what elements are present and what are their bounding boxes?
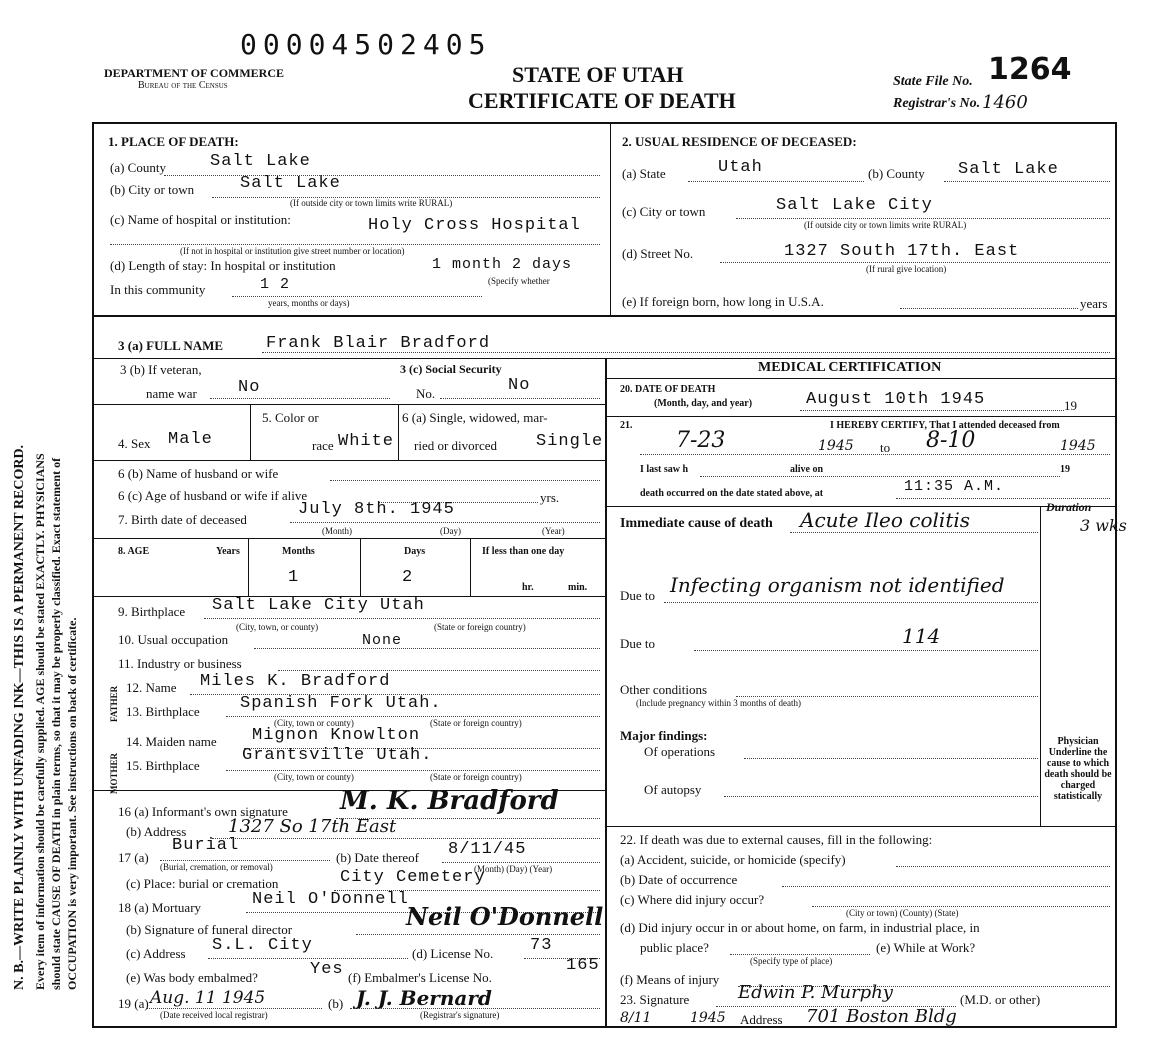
embalmed-label: (e) Was body embalmed? bbox=[126, 970, 258, 985]
res-city-note: (If outside city or town limits write RURAL) bbox=[804, 220, 967, 230]
fill-line bbox=[208, 958, 408, 959]
due2-label: Due to bbox=[620, 636, 656, 651]
city-value: Salt Lake bbox=[240, 174, 341, 193]
home-label: (d) Did injury occur in or about home, on farm, in industrial place, in bbox=[620, 920, 980, 935]
year-label: (Year) bbox=[542, 526, 565, 536]
age-days-col: Days bbox=[404, 546, 426, 557]
month-label: (Month) bbox=[322, 526, 352, 536]
marital-value: Single bbox=[536, 432, 604, 451]
birthplace-value: Salt Lake City Utah bbox=[212, 596, 425, 615]
specify-place-note: (Specify type of place) bbox=[750, 956, 833, 966]
fullname-label: 3 (a) FULL NAME bbox=[118, 338, 224, 353]
other-conditions-label: Other conditions bbox=[620, 682, 708, 697]
fill-line bbox=[226, 770, 600, 771]
dod-value: August 10th 1945 bbox=[806, 390, 986, 409]
director-sig-label: (b) Signature of funeral director bbox=[126, 922, 293, 937]
fill-line bbox=[730, 954, 870, 955]
industry-label: 11. Industry or business bbox=[118, 656, 242, 671]
fill-line bbox=[800, 410, 1064, 411]
fill-line bbox=[278, 670, 600, 671]
major-findings-label: Major findings: bbox=[620, 728, 708, 743]
state-file-label: State File No. bbox=[893, 74, 973, 89]
res-state-label: (a) State bbox=[622, 166, 666, 181]
state-file-no: 1264 bbox=[988, 52, 1072, 87]
fill-line bbox=[900, 308, 1078, 309]
side-note-2: Every item of information should be carefully supplied. AGE should be stated EXACTLY. PHYSICIANS bbox=[33, 453, 47, 990]
birthdate-value: July 8th. 1945 bbox=[298, 500, 455, 519]
death-time: 11:35 A.M. bbox=[904, 478, 1005, 495]
divider bbox=[605, 416, 1117, 417]
informant-addr-value: 1327 So 17th East bbox=[228, 816, 397, 837]
mother-name-value: Mignon Knowlton bbox=[252, 726, 421, 745]
mortuary-label: 18 (a) Mortuary bbox=[118, 900, 202, 915]
embalmed-value: Yes bbox=[310, 960, 344, 979]
registrar-label: Registrar's No. bbox=[893, 96, 981, 111]
divider bbox=[605, 826, 1117, 827]
mother-bp-label: 15. Birthplace bbox=[126, 758, 200, 773]
attended-from: 7-23 bbox=[676, 428, 726, 453]
sex-label: 4. Sex bbox=[118, 436, 151, 451]
ss-value: No bbox=[508, 376, 531, 395]
fill-line bbox=[164, 175, 600, 176]
father-side-label: FATHER bbox=[109, 685, 119, 722]
director-signature: Neil O'Donnell bbox=[406, 902, 604, 931]
fill-line bbox=[350, 1008, 600, 1009]
father-bp-label: 13. Birthplace bbox=[126, 704, 200, 719]
medical-heading: MEDICAL CERTIFICATION bbox=[758, 360, 942, 375]
public-place-label: public place? bbox=[640, 940, 709, 955]
mortuary-address-value: S.L. City bbox=[212, 936, 313, 955]
top-number: 00004502405 bbox=[240, 28, 492, 61]
registrar-sig-label: (b) bbox=[328, 996, 344, 1011]
fill-line bbox=[790, 532, 1038, 533]
war-label: name war bbox=[146, 386, 197, 401]
res-county-label: (b) County bbox=[868, 166, 925, 181]
specify-note: (Specify whether bbox=[488, 276, 550, 286]
hospital-value: Holy Cross Hospital bbox=[368, 216, 581, 235]
fill-line bbox=[812, 906, 1110, 907]
fill-line bbox=[664, 602, 1038, 603]
birthdate-label: 7. Birth date of deceased bbox=[118, 512, 247, 527]
veteran-label: 3 (b) If veteran, bbox=[120, 362, 202, 377]
stay-value: 1 month 2 days bbox=[432, 256, 573, 273]
fill-line bbox=[160, 860, 330, 861]
divider bbox=[250, 404, 251, 460]
cert-address-value: 701 Boston Bldg bbox=[806, 1006, 957, 1027]
community-value: 1 2 bbox=[260, 276, 291, 293]
certify-num: 21. bbox=[620, 420, 633, 431]
received-note: (Date received local registrar) bbox=[160, 1010, 268, 1020]
stay-label: (d) Length of stay: In hospital or institution bbox=[110, 258, 336, 273]
burial-value: Burial bbox=[172, 836, 240, 855]
fill-line bbox=[700, 476, 1060, 477]
divider bbox=[470, 538, 471, 596]
fill-line bbox=[896, 498, 1110, 499]
alive-on-label: alive on bbox=[790, 464, 824, 475]
mother-bp-value: Grantsville Utah. bbox=[242, 746, 433, 765]
occupation-label: 10. Usual occupation bbox=[118, 632, 229, 647]
yrs-label: yrs. bbox=[540, 490, 560, 505]
fill-line bbox=[688, 181, 864, 182]
age-months-value: 1 bbox=[288, 568, 300, 587]
side-note-4: OCCUPATION is very important. See instructions on back of certificate. bbox=[65, 617, 79, 990]
occurrence-label: (b) Date of occurrence bbox=[620, 872, 738, 887]
dod-19: 19 bbox=[1064, 398, 1077, 413]
fill-line bbox=[212, 838, 600, 839]
cert-address-label: Address bbox=[740, 1012, 783, 1027]
father-bp-value: Spanish Fork Utah. bbox=[240, 694, 442, 713]
divider bbox=[92, 358, 1117, 359]
due1-value: Infecting organism not identified bbox=[670, 573, 1005, 597]
color-label: 5. Color or bbox=[262, 410, 319, 425]
age-label: 8. AGE bbox=[118, 546, 150, 557]
registrar-signature: J. J. Bernard bbox=[356, 986, 492, 1010]
res-street-value: 1327 South 17th. East bbox=[784, 242, 1020, 261]
embalmer-value: 165 bbox=[566, 956, 600, 975]
res-city-value: Salt Lake City bbox=[776, 196, 933, 215]
day-label: (Day) bbox=[440, 526, 461, 536]
occupation-value: None bbox=[362, 632, 403, 649]
operations-label: Of operations bbox=[644, 744, 716, 759]
dod-note: (Month, day, and year) bbox=[654, 398, 753, 409]
father-ct-note: (City, town or county) bbox=[274, 718, 354, 728]
fill-line bbox=[442, 862, 600, 863]
fill-line bbox=[736, 696, 1038, 697]
divider bbox=[360, 538, 361, 596]
cert-title: CERTIFICATE OF DEATH bbox=[468, 88, 736, 113]
age-months-col: Months bbox=[282, 546, 315, 557]
res-state-value: Utah bbox=[718, 158, 763, 177]
fill-line bbox=[262, 352, 1110, 353]
where-note: (City or town) (County) (State) bbox=[846, 908, 959, 918]
fill-line bbox=[232, 296, 482, 297]
fill-line bbox=[640, 454, 1110, 455]
fill-line bbox=[724, 796, 1038, 797]
fill-line bbox=[694, 650, 1038, 651]
father-name-value: Miles K. Bradford bbox=[200, 672, 391, 691]
informant-sig-label: 16 (a) Informant's own signature bbox=[118, 804, 288, 819]
father-name-label: 12. Name bbox=[126, 680, 177, 695]
state-title: STATE OF UTAH bbox=[512, 62, 684, 87]
county-value: Salt Lake bbox=[210, 152, 311, 171]
mortuary-value: Neil O'Donnell bbox=[252, 890, 409, 909]
side-note-3: should state CAUSE OF DEATH in plain terms, so that it may be properly classified. Exact statement of bbox=[49, 457, 63, 990]
mother-name-label: 14. Maiden name bbox=[126, 734, 217, 749]
divider bbox=[610, 122, 611, 315]
certify-label: I HEREBY CERTIFY, That I attended deceased from bbox=[830, 420, 1060, 431]
fill-line bbox=[782, 886, 1110, 887]
residence-heading: 2. USUAL RESIDENCE OF DECEASED: bbox=[622, 134, 857, 149]
divider bbox=[605, 378, 1117, 379]
place-heading: 1. PLACE OF DEATH: bbox=[108, 134, 239, 149]
fill-line bbox=[204, 618, 600, 619]
registrar-no: 1460 bbox=[982, 92, 1028, 113]
race-label: race bbox=[312, 438, 334, 453]
received-label: 19 (a) bbox=[118, 996, 149, 1011]
duration-label: Duration bbox=[1046, 500, 1092, 514]
due2-value: 114 bbox=[902, 624, 941, 648]
burial-label: 17 (a) bbox=[118, 850, 149, 865]
work-label: (e) While at Work? bbox=[876, 940, 976, 955]
age-days-value: 2 bbox=[402, 568, 414, 587]
birthplace-label: 9. Birthplace bbox=[118, 604, 186, 619]
informant-addr-label: (b) Address bbox=[126, 824, 187, 839]
ss-label: 3 (c) Social Security bbox=[400, 362, 502, 376]
sex-value: Male bbox=[168, 430, 213, 449]
embalmer-label: (f) Embalmer's License No. bbox=[348, 970, 492, 985]
fill-line bbox=[720, 262, 1110, 263]
burial-date-value: 8/11/45 bbox=[448, 840, 527, 859]
last-saw-19: 19 bbox=[1060, 464, 1070, 475]
divider bbox=[92, 538, 605, 539]
bp-note2: (State or foreign country) bbox=[434, 622, 526, 632]
md-label: (M.D. or other) bbox=[960, 992, 1041, 1007]
fill-line bbox=[110, 244, 600, 245]
marital-label2: ried or divorced bbox=[414, 438, 498, 453]
ymd-note: years, months or days) bbox=[268, 298, 350, 308]
divider bbox=[92, 404, 605, 405]
cert-sig-date: 8/11 bbox=[620, 1010, 652, 1026]
mother-side-label: MOTHER bbox=[109, 752, 119, 794]
mother-sf-note: (State or foreign country) bbox=[430, 772, 522, 782]
res-county-value: Salt Lake bbox=[958, 160, 1059, 179]
city-label: (b) City or town bbox=[110, 182, 195, 197]
war-value: No bbox=[238, 378, 261, 397]
fullname-value: Frank Blair Bradford bbox=[266, 334, 491, 353]
divider bbox=[605, 358, 607, 1028]
license-label: (d) License No. bbox=[412, 946, 494, 961]
immediate-cause-label: Immediate cause of death bbox=[620, 516, 773, 531]
cert-sig-year: 1945 bbox=[690, 1010, 726, 1026]
burial-note: (Burial, cremation, or removal) bbox=[160, 862, 273, 872]
other-conditions-note: (Include pregnancy within 3 months of death) bbox=[636, 698, 801, 708]
father-sf-note: (State or foreign country) bbox=[430, 718, 522, 728]
county-label: (a) County bbox=[110, 160, 166, 175]
hospital-note: (If not in hospital or institution give street number or location) bbox=[180, 246, 405, 256]
mdy-note: (Month) (Day) (Year) bbox=[474, 864, 553, 874]
burial-date-label: (b) Date thereof bbox=[336, 850, 420, 865]
ss-no-label: No. bbox=[416, 386, 436, 401]
physician-signature: Edwin P. Murphy bbox=[738, 982, 893, 1003]
bp-note1: (City, town, or county) bbox=[236, 622, 319, 632]
autopsy-label: Of autopsy bbox=[644, 782, 702, 797]
min-label: min. bbox=[568, 582, 588, 593]
fill-line bbox=[210, 398, 390, 399]
fill-line bbox=[254, 648, 600, 649]
burial-place-label: (c) Place: burial or cremation bbox=[126, 876, 279, 891]
divider bbox=[1040, 506, 1041, 826]
fill-line bbox=[744, 758, 1038, 759]
duration-value: 3 wks bbox=[1080, 516, 1127, 535]
attended-to: 8-10 bbox=[926, 428, 976, 453]
age-lessday-col: If less than one day bbox=[482, 546, 565, 557]
res-street-label: (d) Street No. bbox=[622, 246, 694, 261]
mother-ct-note: (City, town or county) bbox=[274, 772, 354, 782]
to-label: to bbox=[880, 440, 891, 455]
marital-label: 6 (a) Single, widowed, mar- bbox=[402, 410, 548, 425]
external-causes-label: 22. If death was due to external causes, fill in the following: bbox=[620, 832, 933, 847]
fill-line bbox=[146, 1008, 322, 1009]
due1-label: Due to bbox=[620, 588, 656, 603]
race-value: White bbox=[338, 432, 395, 451]
where-label: (c) Where did injury occur? bbox=[620, 892, 765, 907]
res-foreign-label: (e) If foreign born, how long in U.S.A. bbox=[622, 294, 824, 309]
hospital-label: (c) Name of hospital or institution: bbox=[110, 212, 291, 227]
registrar-sig-note: (Registrar's signature) bbox=[420, 1010, 500, 1020]
hr-label: hr. bbox=[522, 582, 534, 593]
spouse-label: 6 (b) Name of husband or wife bbox=[118, 466, 279, 481]
fill-line bbox=[356, 934, 600, 935]
res-city-label: (c) City or town bbox=[622, 204, 706, 219]
cert-sig-label: 23. Signature bbox=[620, 992, 690, 1007]
death-occurred-label: death occurred on the date stated above, at bbox=[640, 488, 824, 499]
accident-label: (a) Accident, suicide, or homicide (specify) bbox=[620, 852, 846, 867]
department: DEPARTMENT OF COMMERCE bbox=[104, 66, 285, 80]
bureau: Bureau of the Census bbox=[138, 80, 228, 91]
attended-to-year: 1945 bbox=[1060, 438, 1096, 454]
mortuary-address-label: (c) Address bbox=[126, 946, 186, 961]
burial-place-value: City Cemetery bbox=[340, 868, 486, 887]
fill-line bbox=[736, 218, 1110, 219]
city-note: (If outside city or town limits write RURAL) bbox=[290, 198, 453, 208]
fill-line bbox=[440, 398, 600, 399]
fill-line bbox=[226, 716, 600, 717]
informant-signature: M. K. Bradford bbox=[340, 786, 559, 816]
fill-line bbox=[330, 480, 600, 481]
spouse-age-label: 6 (c) Age of husband or wife if alive bbox=[118, 488, 308, 503]
attended-from-year: 1945 bbox=[818, 438, 854, 454]
means-label: (f) Means of injury bbox=[620, 972, 720, 987]
res-street-note: (If rural give location) bbox=[866, 264, 947, 274]
res-years-label: years bbox=[1080, 296, 1108, 311]
age-years-col: Years bbox=[216, 546, 240, 557]
divider bbox=[92, 315, 1117, 317]
physician-note: Physician Underline the cause to which death should be charged statistically bbox=[1044, 736, 1112, 802]
immediate-cause-value: Acute Ileo colitis bbox=[800, 508, 971, 532]
dod-label: 20. DATE OF DEATH bbox=[620, 384, 716, 395]
last-saw-label: I last saw h bbox=[640, 464, 689, 475]
divider bbox=[398, 404, 399, 460]
received-value: Aug. 11 1945 bbox=[150, 988, 266, 1008]
license-value: 73 bbox=[530, 936, 553, 955]
divider bbox=[92, 460, 605, 461]
fill-line bbox=[896, 866, 1110, 867]
community-label: In this community bbox=[110, 282, 206, 297]
divider bbox=[248, 538, 249, 596]
fill-line bbox=[290, 522, 600, 523]
side-note-1: N. B.—WRITE PLAINLY WITH UNFADING INK—THIS IS A PERMANENT RECORD. bbox=[12, 444, 27, 990]
fill-line bbox=[944, 181, 1110, 182]
